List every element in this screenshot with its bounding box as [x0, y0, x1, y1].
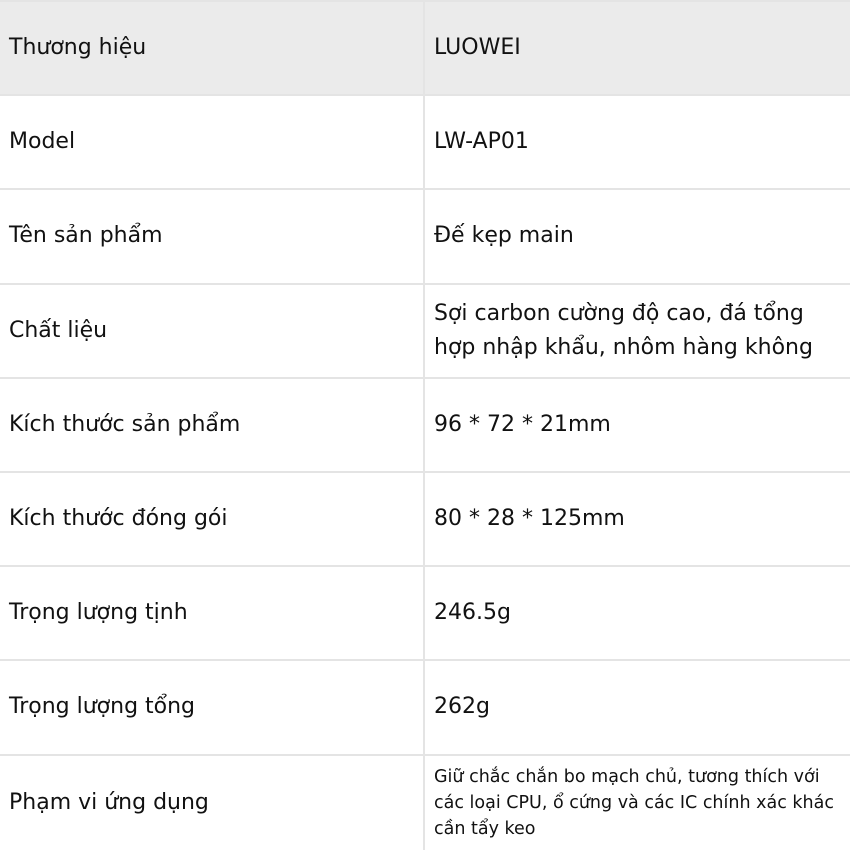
- spec-value: LUOWEI: [434, 35, 521, 61]
- spec-value: Giữ chắc chắn bo mạch chủ, tương thích với các loại CPU, ổ cứng và các IC chính xác khác cần tẩy keo: [434, 766, 834, 839]
- spec-label: Chất liệu: [0, 285, 425, 377]
- spec-label: Kích thước sản phẩm: [0, 379, 425, 471]
- spec-value: 96 * 72 * 21mm: [434, 411, 611, 437]
- spec-value: Đế kẹp main: [434, 223, 574, 249]
- table-row: [0, 473, 850, 567]
- spec-value: 262g: [434, 694, 490, 720]
- table-row: [0, 285, 850, 379]
- spec-value: 246.5g: [434, 600, 511, 626]
- spec-label: Thương hiệu: [0, 2, 425, 94]
- table-row: [0, 567, 850, 661]
- spec-value: Sợi carbon cường độ cao, đá tổng hợp nhập khẩu, nhôm hàng không: [434, 300, 813, 360]
- spec-value: LW-AP01: [434, 129, 529, 155]
- spec-label: Tên sản phẩm: [0, 190, 425, 282]
- table-row: [0, 96, 850, 190]
- spec-label: Kích thước đóng gói: [0, 473, 425, 565]
- spec-label: Trọng lượng tịnh: [0, 567, 425, 659]
- spec-label: Phạm vi ứng dụng: [0, 756, 425, 850]
- table-row: [0, 190, 850, 284]
- table-row: [0, 661, 850, 755]
- table-row: [0, 756, 850, 850]
- table-row: [0, 2, 850, 96]
- spec-label: Trọng lượng tổng: [0, 661, 425, 753]
- table-row: [0, 379, 850, 473]
- spec-value: 80 * 28 * 125mm: [434, 506, 625, 532]
- spec-label: Model: [0, 96, 425, 188]
